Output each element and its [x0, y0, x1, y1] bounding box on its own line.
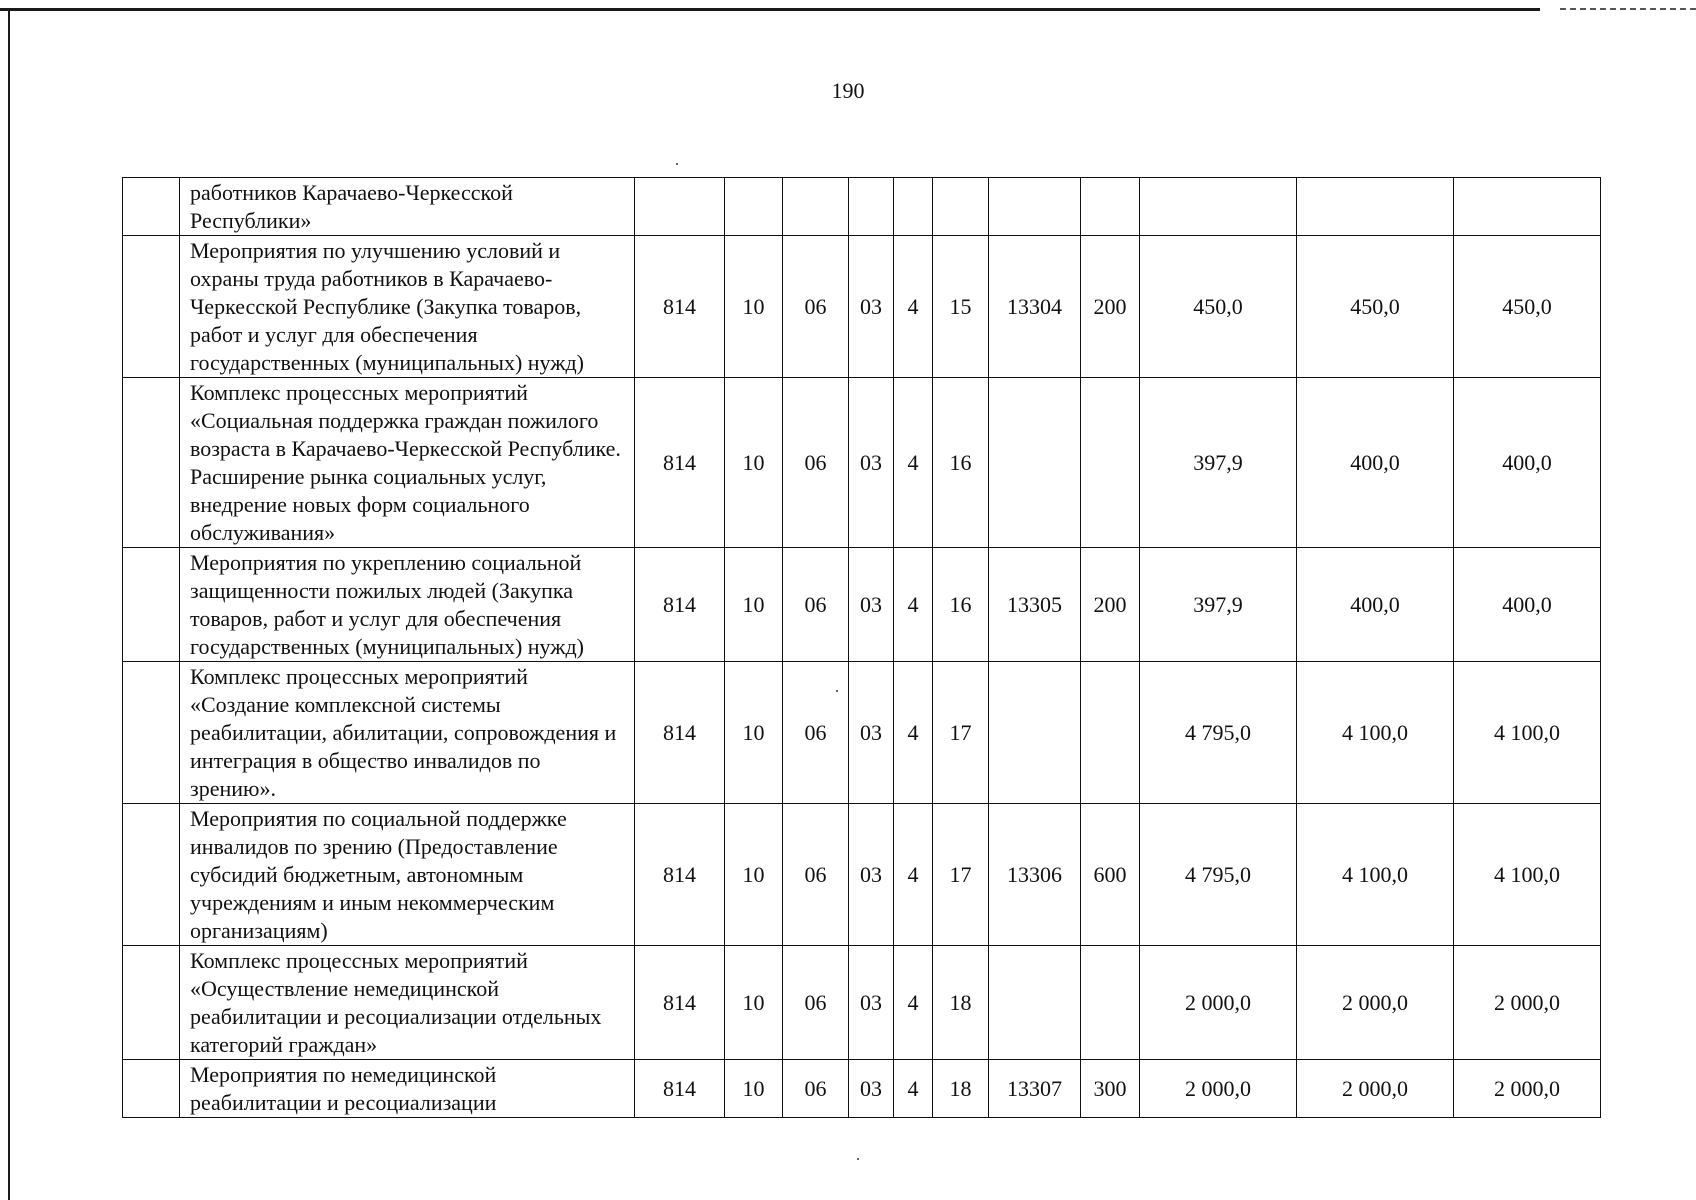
code-cell: 814	[635, 378, 725, 548]
code-cell	[989, 946, 1081, 1060]
amount-cell: 4 100,0	[1454, 804, 1601, 946]
table-row	[123, 548, 1601, 662]
code-cell: 16	[933, 548, 989, 662]
code-cell: 600	[1081, 804, 1140, 946]
amount-cell: 2 000,0	[1297, 1060, 1454, 1118]
code-cell: 17	[933, 662, 989, 804]
code-cell: 814	[635, 804, 725, 946]
amount-cell: 4 100,0	[1297, 662, 1454, 804]
amount-cell: 397,9	[1140, 378, 1297, 548]
code-cell	[635, 178, 725, 236]
amount-cell: 4 795,0	[1140, 804, 1297, 946]
page-number: 190	[831, 78, 865, 103]
code-cell	[1081, 178, 1140, 236]
amount-cell: 4 100,0	[1454, 662, 1601, 804]
row-number-cell	[123, 1060, 180, 1118]
row-name-cell: Комплекс процессных мероприятий «Создание комплексной системы реабилитации, абилитации, сопровождения и интеграция в общество инвалидов по зрению».	[180, 662, 635, 804]
budget-table	[122, 177, 1601, 1118]
table-row	[123, 236, 1601, 378]
amount-cell: 2 000,0	[1297, 946, 1454, 1060]
code-cell: 06	[783, 804, 849, 946]
amount-cell: 2 000,0	[1140, 946, 1297, 1060]
code-cell	[1081, 662, 1140, 804]
row-name-cell: работников Карачаево-Черкесской Республики»	[180, 178, 635, 236]
row-name-cell: Комплекс процессных мероприятий «Осуществление немедицинской реабилитации и ресоциализации отдельных категорий граждан»	[180, 946, 635, 1060]
code-cell	[725, 178, 783, 236]
amount-cell	[1140, 178, 1297, 236]
row-name-cell: Мероприятия по улучшению условий и охраны труда работников в Карачаево-Черкесской Республике (Закупка товаров, работ и услуг для обеспечения государственных (муниципальных) нужд)	[180, 236, 635, 378]
code-cell: 814	[635, 548, 725, 662]
code-cell: 4	[894, 378, 933, 548]
code-cell: 814	[635, 1060, 725, 1118]
code-cell	[989, 178, 1081, 236]
amount-cell: 450,0	[1140, 236, 1297, 378]
code-cell: 200	[1081, 548, 1140, 662]
code-cell: 10	[725, 1060, 783, 1118]
code-cell: 814	[635, 236, 725, 378]
row-number-cell	[123, 946, 180, 1060]
code-cell	[894, 178, 933, 236]
table-row	[123, 946, 1601, 1060]
row-number-cell	[123, 178, 180, 236]
amount-cell: 400,0	[1454, 378, 1601, 548]
code-cell: 03	[849, 946, 894, 1060]
code-cell: 814	[635, 662, 725, 804]
code-cell: 13306	[989, 804, 1081, 946]
code-cell: 06	[783, 378, 849, 548]
code-cell: 16	[933, 378, 989, 548]
code-cell	[849, 178, 894, 236]
code-cell: 10	[725, 548, 783, 662]
table-row	[123, 662, 1601, 804]
table-row	[123, 1060, 1601, 1118]
amount-cell: 400,0	[1297, 548, 1454, 662]
row-name-cell: Мероприятия по укреплению социальной защищенности пожилых людей (Закупка товаров, работ и услуг для обеспечения государственных (муниципальных) нужд)	[180, 548, 635, 662]
code-cell: 03	[849, 662, 894, 804]
code-cell	[989, 378, 1081, 548]
code-cell: 4	[894, 946, 933, 1060]
row-number-cell	[123, 662, 180, 804]
amount-cell: 450,0	[1454, 236, 1601, 378]
code-cell: 4	[894, 804, 933, 946]
table-row	[123, 378, 1601, 548]
row-number-cell	[123, 378, 180, 548]
code-cell: 13307	[989, 1060, 1081, 1118]
amount-cell	[1454, 178, 1601, 236]
code-cell: 10	[725, 946, 783, 1060]
code-cell: 4	[894, 548, 933, 662]
scan-border-left	[8, 8, 10, 1200]
code-cell: 06	[783, 662, 849, 804]
amount-cell: 450,0	[1297, 236, 1454, 378]
scan-speck	[857, 1158, 859, 1160]
amount-cell: 400,0	[1297, 378, 1454, 548]
code-cell: 18	[933, 1060, 989, 1118]
code-cell	[1081, 378, 1140, 548]
code-cell: 15	[933, 236, 989, 378]
code-cell: 03	[849, 236, 894, 378]
code-cell: 03	[849, 378, 894, 548]
code-cell	[933, 178, 989, 236]
row-name-cell: Мероприятия по социальной поддержке инвалидов по зрению (Предоставление субсидий бюджетным, автономным учреждениям и иным некоммерческим организациям)	[180, 804, 635, 946]
code-cell: 13304	[989, 236, 1081, 378]
code-cell: 06	[783, 1060, 849, 1118]
scan-border-top	[0, 8, 1540, 11]
amount-cell	[1297, 178, 1454, 236]
amount-cell: 2 000,0	[1454, 1060, 1601, 1118]
row-number-cell	[123, 236, 180, 378]
row-name-cell: Мероприятия по немедицинской реабилитации и ресоциализации	[180, 1060, 635, 1118]
code-cell: 06	[783, 236, 849, 378]
scan-border-top-dashed	[1560, 8, 1696, 10]
amount-cell: 397,9	[1140, 548, 1297, 662]
code-cell: 4	[894, 236, 933, 378]
amount-cell: 2 000,0	[1140, 1060, 1297, 1118]
table-row	[123, 804, 1601, 946]
row-name-cell: Комплекс процессных мероприятий «Социальная поддержка граждан пожилого возраста в Карачаево-Черкесской Республике. Расширение рынка социальных услуг, внедрение новых форм социального обслуживания»	[180, 378, 635, 548]
amount-cell: 400,0	[1454, 548, 1601, 662]
code-cell: 10	[725, 236, 783, 378]
code-cell: 814	[635, 946, 725, 1060]
code-cell: 10	[725, 662, 783, 804]
code-cell	[783, 178, 849, 236]
code-cell: 10	[725, 378, 783, 548]
code-cell: 03	[849, 548, 894, 662]
amount-cell: 4 100,0	[1297, 804, 1454, 946]
code-cell: 200	[1081, 236, 1140, 378]
code-cell: 4	[894, 662, 933, 804]
code-cell: 03	[849, 804, 894, 946]
code-cell: 03	[849, 1060, 894, 1118]
code-cell: 06	[783, 946, 849, 1060]
code-cell	[989, 662, 1081, 804]
amount-cell: 4 795,0	[1140, 662, 1297, 804]
scan-speck	[676, 163, 678, 165]
amount-cell: 2 000,0	[1454, 946, 1601, 1060]
row-number-cell	[123, 804, 180, 946]
code-cell: 18	[933, 946, 989, 1060]
code-cell: 300	[1081, 1060, 1140, 1118]
code-cell: 06	[783, 548, 849, 662]
code-cell: 10	[725, 804, 783, 946]
code-cell	[1081, 946, 1140, 1060]
table-row	[123, 178, 1601, 236]
code-cell: 13305	[989, 548, 1081, 662]
row-number-cell	[123, 548, 180, 662]
code-cell: 4	[894, 1060, 933, 1118]
code-cell: 17	[933, 804, 989, 946]
